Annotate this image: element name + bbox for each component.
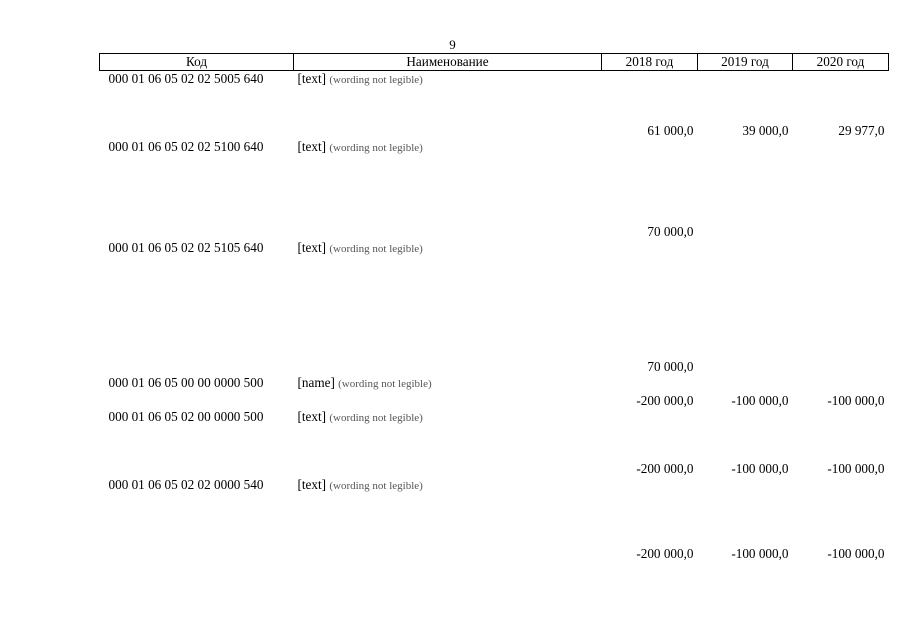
row-code: 000 01 06 05 00 00 0000 500	[108, 374, 264, 390]
row-value-2018: 70 000,0	[647, 223, 694, 239]
row-value-2019	[698, 240, 793, 375]
row-name-unclear-note: (wording not legible)	[329, 242, 423, 255]
column-header-2019: 2019 год	[698, 54, 793, 71]
row-name-placeholder: [text]	[297, 71, 327, 86]
table-row	[100, 477, 889, 562]
row-code: 000 01 06 05 02 02 5100 640	[108, 138, 264, 154]
table-row	[100, 375, 889, 409]
row-name-unclear-note: (wording not legible)	[329, 141, 423, 154]
row-name-placeholder: [text]	[297, 239, 327, 255]
row-value-2019	[698, 139, 793, 240]
row-value-2020: -100 000,0	[827, 392, 885, 408]
row-name-placeholder: [text]	[297, 138, 327, 154]
row-code: 000 01 06 05 02 00 0000 500	[108, 408, 264, 424]
row-name-unclear-note: (wording not legible)	[329, 411, 423, 424]
row-name-placeholder: [text]	[297, 476, 327, 492]
row-name	[294, 375, 602, 409]
row-value-2020: -100 000,0	[827, 460, 885, 476]
page-number: 9	[449, 37, 456, 52]
table-body	[100, 71, 889, 562]
row-value-2020	[793, 240, 889, 375]
column-header-2018: 2018 год	[602, 54, 698, 71]
table-row	[100, 139, 889, 240]
row-value-2020	[793, 139, 889, 240]
row-code: 000 01 06 05 02 02 5105 640	[108, 239, 264, 255]
column-header-code: Код	[100, 54, 294, 71]
row-value-2020: -100 000,0	[827, 545, 885, 561]
row-name	[294, 409, 602, 477]
row-code: 000 01 06 05 02 02 0000 540	[108, 476, 264, 492]
row-name-unclear-note: (wording not legible)	[329, 74, 423, 86]
row-name-placeholder: [text]	[297, 408, 327, 424]
row-name-placeholder: [name]	[297, 374, 335, 390]
row-value-2019: -100 000,0	[731, 545, 789, 561]
table-header	[100, 54, 889, 71]
row-name	[294, 240, 602, 375]
row-value-2019: -100 000,0	[731, 460, 789, 476]
row-name	[294, 477, 602, 562]
header-row	[100, 54, 889, 71]
row-name-unclear-note: (wording not legible)	[338, 377, 432, 390]
column-header-2020: 2020 год	[793, 54, 889, 71]
row-value-2020: 29 977,0	[838, 122, 885, 138]
row-value-2018: -200 000,0	[636, 545, 694, 561]
row-value-2018: 61 000,0	[647, 122, 694, 138]
row-value-2019: -100 000,0	[731, 392, 789, 408]
table-row	[100, 409, 889, 477]
row-value-2018: 70 000,0	[647, 358, 694, 374]
row-name	[294, 71, 602, 139]
row-name-unclear-note: (wording not legible)	[329, 479, 423, 492]
row-name	[294, 139, 602, 240]
row-code: 000 01 06 05 02 02 5005 640	[108, 71, 264, 86]
column-header-name: Наименование	[294, 54, 602, 71]
table-row	[100, 240, 889, 375]
row-value-2018: -200 000,0	[636, 460, 694, 476]
table-row	[100, 71, 889, 139]
row-value-2018: -200 000,0	[636, 392, 694, 408]
budget-table	[99, 53, 889, 562]
row-value-2019: 39 000,0	[742, 122, 789, 138]
